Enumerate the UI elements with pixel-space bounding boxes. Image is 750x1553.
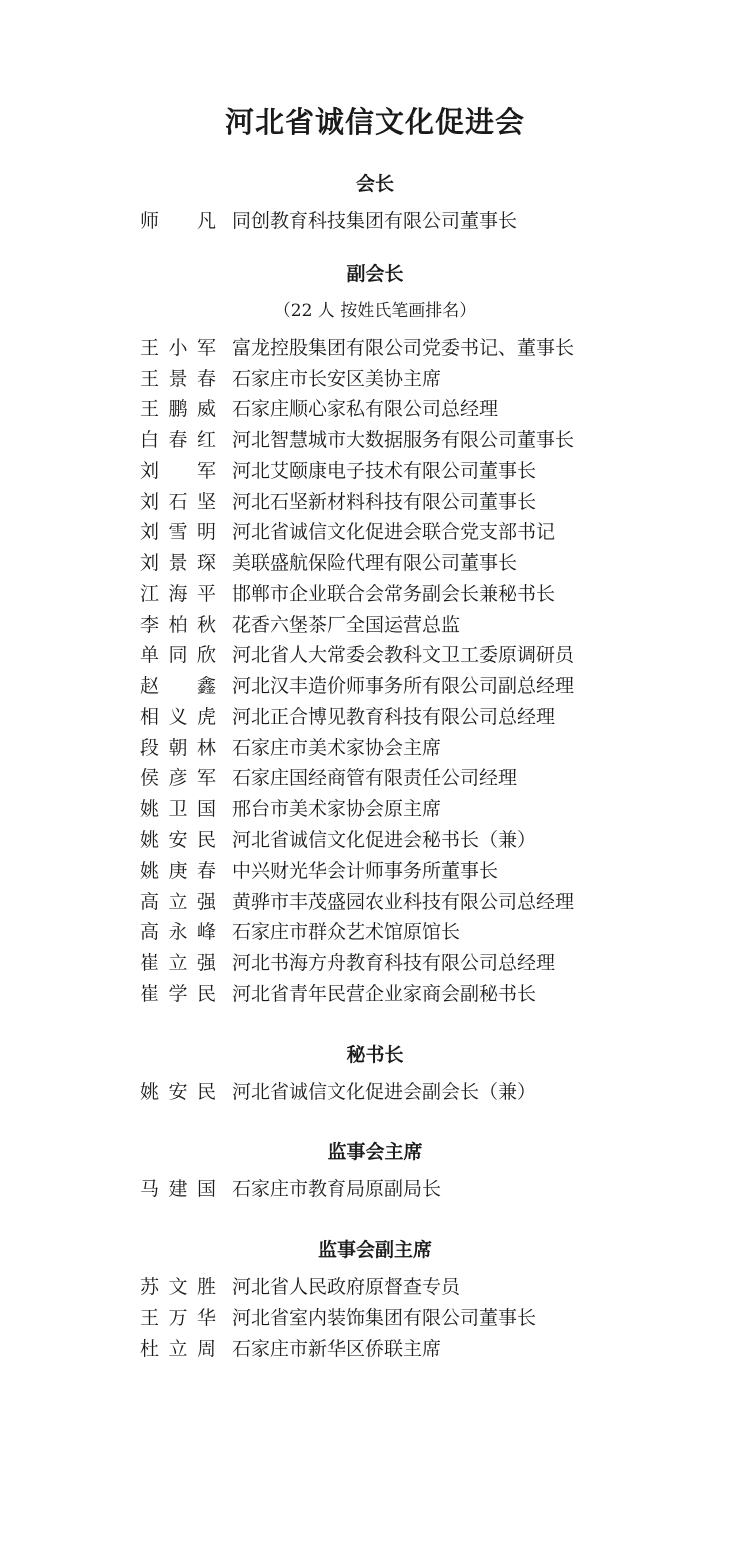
entry-name: 相义虎 [140,705,216,728]
entry-role: 石家庄市教育局原副局长 [232,1178,442,1201]
entry-name: 姚安民 [140,1080,216,1103]
list-item [60,1303,690,1334]
list-item [60,1077,690,1108]
list-item [60,610,690,641]
list-item [60,333,690,364]
list-item [60,579,690,610]
entry-name: 姚庚春 [140,859,216,882]
list-item [60,794,690,825]
list-item [60,394,690,425]
list-item [60,702,690,733]
section-heading: 监事会副主席 [317,1239,432,1262]
list-item [60,856,690,887]
list-item [60,671,690,702]
section-heading: 监事会主席 [327,1141,423,1164]
entry-name: 赵 鑫 [140,675,216,698]
entry-name: 姚卫国 [140,798,216,821]
list-item [60,1334,690,1365]
entry-role: 河北智慧城市大数据服务有限公司董事长 [232,429,575,452]
entry-role: 邯郸市企业联合会常务副会长兼秘书长 [232,582,556,605]
entry-name: 刘景琛 [140,552,216,575]
entry-name: 苏文胜 [140,1276,216,1299]
entry-role: 河北石坚新材料科技有限公司董事长 [232,490,537,513]
list-item [60,1174,690,1205]
list-item [60,948,690,979]
section-heading: 会长 [355,173,394,195]
list-item [60,487,690,518]
entry-role: 黄骅市丰茂盛园农业科技有限公司总经理 [232,890,575,913]
entry-role: 河北书海方舟教育科技有限公司总经理 [232,952,556,975]
list-item [60,206,690,237]
list-item [60,979,690,1010]
section [60,169,690,237]
entry-name: 师 凡 [140,210,216,232]
entry-name: 白春红 [140,429,216,452]
entry-role: 河北省人大常委会教科文卫工委原调研员 [232,644,575,667]
entry-role: 河北省诚信文化促进会副会长（兼） [232,1080,537,1103]
list-item [60,640,690,671]
entry-name: 李柏秋 [140,613,216,636]
entry-name: 马建国 [140,1178,216,1201]
list-item [60,1272,690,1303]
list-item [60,763,690,794]
entry-role: 石家庄市美术家协会主席 [232,736,442,759]
list-item [60,425,690,456]
entry-name: 刘 军 [140,459,216,482]
entry-role: 河北省青年民营企业家商会副秘书长 [232,982,537,1005]
entry-list [60,1174,690,1205]
sections-container [60,169,690,1364]
section [60,1137,690,1205]
entry-role: 河北省人民政府原督查专员 [232,1276,461,1299]
entry-role: 花香六堡茶厂全国运营总监 [232,613,461,636]
section [60,1040,690,1108]
list-item [60,917,690,948]
entry-role: 石家庄市长安区美协主席 [232,367,442,390]
entry-name: 王万华 [140,1306,216,1329]
entry-name: 崔立强 [140,952,216,975]
entry-role: 中兴财光华会计师事务所董事长 [232,859,499,882]
list-item [60,517,690,548]
entry-name: 段朝林 [140,736,216,759]
entry-list [60,333,690,1010]
entry-name: 姚安民 [140,829,216,852]
entry-name: 王鹏威 [140,398,216,421]
entry-name: 王小军 [140,336,216,359]
list-item [60,364,690,395]
entry-name: 江海平 [140,582,216,605]
section-heading: 秘书长 [346,1043,404,1066]
section [60,1235,690,1364]
entry-role: 美联盛航保险代理有限公司董事长 [232,552,518,575]
entry-role: 河北正合博见教育科技有限公司总经理 [232,705,556,728]
page-title: 河北省诚信文化促进会 [224,105,525,139]
list-item [60,887,690,918]
entry-role: 同创教育科技集团有限公司董事长 [232,210,518,232]
entry-role: 河北汉丰造价师事务所有限公司副总经理 [232,675,575,698]
entry-name: 崔学民 [140,982,216,1005]
entry-role: 河北省诚信文化促进会联合党支部书记 [232,521,556,544]
entry-role: 石家庄市群众艺术馆原馆长 [232,921,461,944]
list-item [60,548,690,579]
entry-role: 石家庄市新华区侨联主席 [232,1337,442,1360]
section-note: （22 人 按姓氏笔画排名） [273,300,477,321]
entry-name: 高永峰 [140,921,216,944]
entry-role: 河北省诚信文化促进会秘书长（兼） [232,829,537,852]
entry-role: 邢台市美术家协会原主席 [232,798,442,821]
list-item [60,825,690,856]
entry-name: 王景春 [140,367,216,390]
entry-list [60,206,690,237]
list-item [60,733,690,764]
entry-role: 石家庄顺心家私有限公司总经理 [232,398,499,421]
entry-name: 刘石坚 [140,490,216,513]
entry-name: 侯彦军 [140,767,216,790]
entry-role: 河北艾颐康电子技术有限公司董事长 [232,459,537,482]
entry-role: 富龙控股集团有限公司党委书记、董事长 [232,336,575,359]
section-heading: 副会长 [346,262,404,285]
entry-role: 石家庄国经商管有限责任公司经理 [232,767,518,790]
entry-name: 单同欣 [140,644,216,667]
entry-name: 杜立周 [140,1337,216,1360]
list-item [60,456,690,487]
entry-name: 刘雪明 [140,521,216,544]
entry-role: 河北省室内装饰集团有限公司董事长 [232,1306,537,1329]
section [60,259,690,1010]
entry-list [60,1077,690,1108]
entry-name: 高立强 [140,890,216,913]
entry-list [60,1272,690,1364]
